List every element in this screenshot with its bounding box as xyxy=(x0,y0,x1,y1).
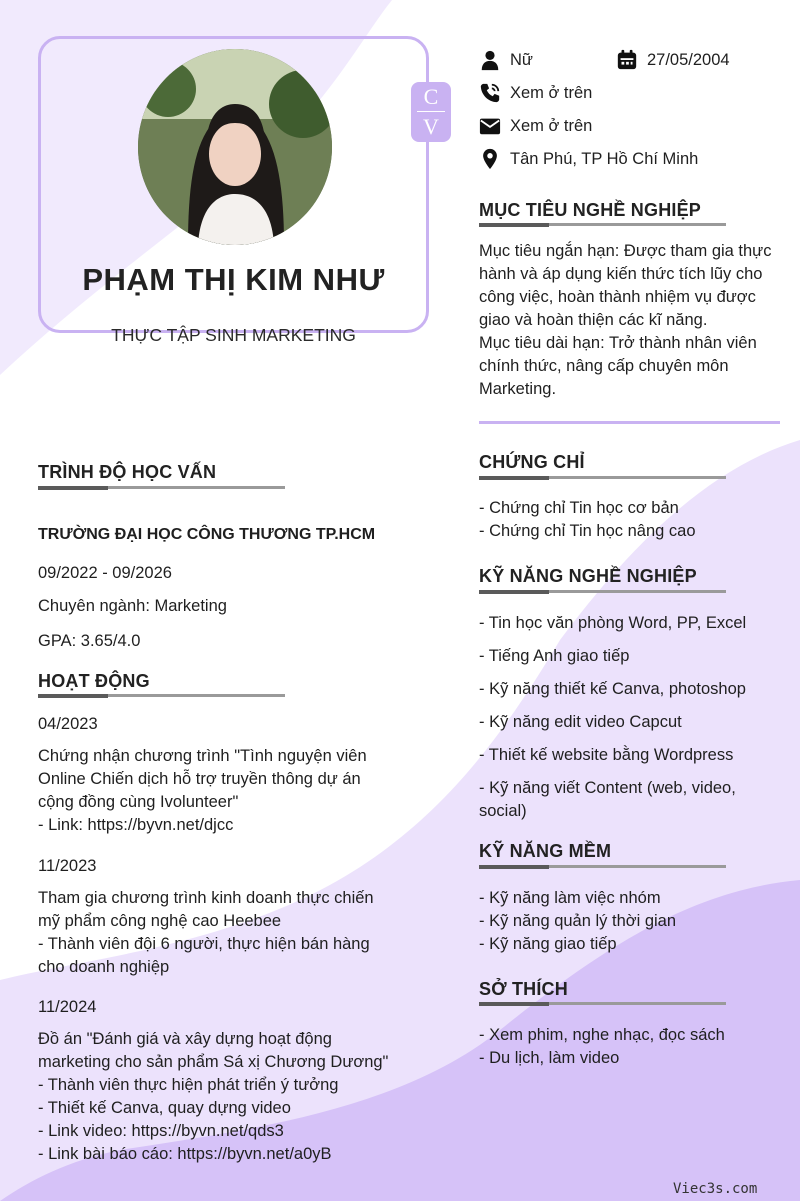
gender-value: Nữ xyxy=(510,50,533,69)
user-icon xyxy=(479,49,501,71)
activity-line: Đồ án "Đánh giá và xây dựng hoạt động xyxy=(38,1030,332,1048)
objective-line: chính thức, nâng cấp chuyên môn xyxy=(479,357,729,375)
certificates-heading: CHỨNG CHỈ xyxy=(479,452,585,472)
activity-description xyxy=(38,1028,438,1166)
soft-skills-list xyxy=(479,887,676,956)
school-name: TRƯỜNG ĐẠI HỌC CÔNG THƯƠNG TP.HCM xyxy=(38,526,376,543)
email-value: Xem ở trên xyxy=(510,116,593,135)
soft-skill-item: - Kỹ năng giao tiếp xyxy=(479,935,617,953)
pro-skill-item-wrapped xyxy=(479,777,779,823)
activity-date: 11/2023 xyxy=(38,857,97,875)
pro-skill-item: - Thiết kế website bằng Wordpress xyxy=(479,746,734,764)
activity-line: - Thiết kế Canva, quay dựng video xyxy=(38,1099,291,1117)
objective-line: Mục tiêu ngắn hạn: Được tham gia thực xyxy=(479,242,772,260)
activities-heading: HOẠT ĐỘNG xyxy=(38,671,150,691)
activity-line: cộng đồng cùng Ivolunteer" xyxy=(38,793,239,811)
soft-skill-item: - Kỹ năng làm việc nhóm xyxy=(479,889,661,907)
objective-line: giao và hoàn thiện các kĩ năng. xyxy=(479,311,708,329)
activity-date: 04/2023 xyxy=(38,715,98,733)
email-row xyxy=(479,115,592,137)
activity-line: - Link bài báo cáo: https://byvn.net/a0yB xyxy=(38,1145,332,1163)
watermark: Viec3s.com xyxy=(673,1181,758,1197)
person-name: PHẠM THỊ KIM NHƯ xyxy=(82,262,385,297)
hobby-item: - Xem phim, nghe nhạc, đọc sách xyxy=(479,1026,725,1044)
certificate-item: - Chứng chỉ Tin học nâng cao xyxy=(479,522,696,540)
activity-line: marketing cho sản phẩm Sá xị Chương Dương" xyxy=(38,1053,389,1071)
activities-rule xyxy=(38,694,285,697)
objective-line: Mục tiêu dài hạn: Trở thành nhân viên xyxy=(479,334,757,352)
phone-icon xyxy=(479,82,501,104)
objective-rule xyxy=(479,223,726,226)
hobbies-list xyxy=(479,1024,725,1070)
phone-value: Xem ở trên xyxy=(510,83,593,102)
activity-line: Online Chiến dịch hỗ trợ truyền thông dự án xyxy=(38,770,361,788)
address-row xyxy=(479,148,698,170)
activity-line: Chứng nhận chương trình "Tình nguyện viên xyxy=(38,747,367,765)
activity-line: mỹ phẩm công nghệ cao Heebee xyxy=(38,912,282,930)
education-rule xyxy=(38,486,285,489)
activity-line: - Link video: https://byvn.net/qds3 xyxy=(38,1122,284,1140)
objective-line: công việc, hoàn thành nhiệm vụ được xyxy=(479,288,756,306)
education-period: 09/2022 - 09/2026 xyxy=(38,564,172,582)
objective-text xyxy=(479,240,789,401)
objective-line: Marketing. xyxy=(479,380,557,398)
soft-skills-rule xyxy=(479,865,726,868)
pro-skills-rule xyxy=(479,590,726,593)
pro-skill-item: - Kỹ năng edit video Capcut xyxy=(479,713,682,731)
calendar-icon xyxy=(616,49,638,71)
certificates-list xyxy=(479,497,696,543)
pro-skill-line: social) xyxy=(479,802,527,820)
objective-heading: MỤC TIÊU NGHỀ NGHIỆP xyxy=(479,200,702,220)
pro-skill-item: - Tiếng Anh giao tiếp xyxy=(479,647,630,665)
activity-line: - Thành viên thực hiện phát triển ý tưởng xyxy=(38,1076,339,1094)
activity-line: Tham gia chương trình kinh doanh thực chiến xyxy=(38,889,374,907)
address-value: Tân Phú, TP Hồ Chí Minh xyxy=(510,149,699,168)
gender-row xyxy=(479,49,533,71)
activity-description xyxy=(38,745,438,837)
cv-badge xyxy=(411,82,451,142)
activity-date: 11/2024 xyxy=(38,998,97,1016)
hobbies-rule xyxy=(479,1002,726,1005)
mail-icon xyxy=(479,115,501,137)
activity-description xyxy=(38,887,438,979)
pro-skill-line: - Kỹ năng viết Content (web, video, xyxy=(479,779,736,797)
location-icon xyxy=(479,148,501,170)
education-major: Chuyên ngành: Marketing xyxy=(38,597,227,615)
profile-photo xyxy=(138,49,332,245)
soft-skills-heading: KỸ NĂNG MỀM xyxy=(479,841,612,861)
birthdate-value: 27/05/2004 xyxy=(647,50,730,69)
soft-skill-item: - Kỹ năng quản lý thời gian xyxy=(479,912,677,930)
education-gpa: GPA: 3.65/4.0 xyxy=(38,632,141,650)
cv-badge-bottom: V xyxy=(423,114,439,139)
education-heading: TRÌNH ĐỘ HỌC VẤN xyxy=(38,462,217,482)
pro-skill-item: - Kỹ năng thiết kế Canva, photoshop xyxy=(479,680,746,698)
pro-skill-item: - Tin học văn phòng Word, PP, Excel xyxy=(479,614,747,632)
hobby-item: - Du lịch, làm video xyxy=(479,1049,620,1067)
certificate-item: - Chứng chỉ Tin học cơ bản xyxy=(479,499,679,517)
birthdate-row xyxy=(616,49,730,71)
section-divider xyxy=(479,421,780,424)
activity-line: - Thành viên đội 6 người, thực hiện bán hàng xyxy=(38,935,370,953)
certificates-rule xyxy=(479,476,726,479)
phone-row xyxy=(479,82,592,104)
hobbies-heading: SỞ THÍCH xyxy=(479,979,568,999)
objective-line: hành và áp dụng kiến thức tích lũy cho xyxy=(479,265,763,283)
pro-skills-heading: KỸ NĂNG NGHỀ NGHIỆP xyxy=(479,566,697,586)
job-title: THỰC TẬP SINH MARKETING xyxy=(111,325,356,345)
cv-badge-top: C xyxy=(423,84,439,109)
activity-line: cho doanh nghiệp xyxy=(38,958,170,976)
activity-line: - Link: https://byvn.net/djcc xyxy=(38,816,234,834)
